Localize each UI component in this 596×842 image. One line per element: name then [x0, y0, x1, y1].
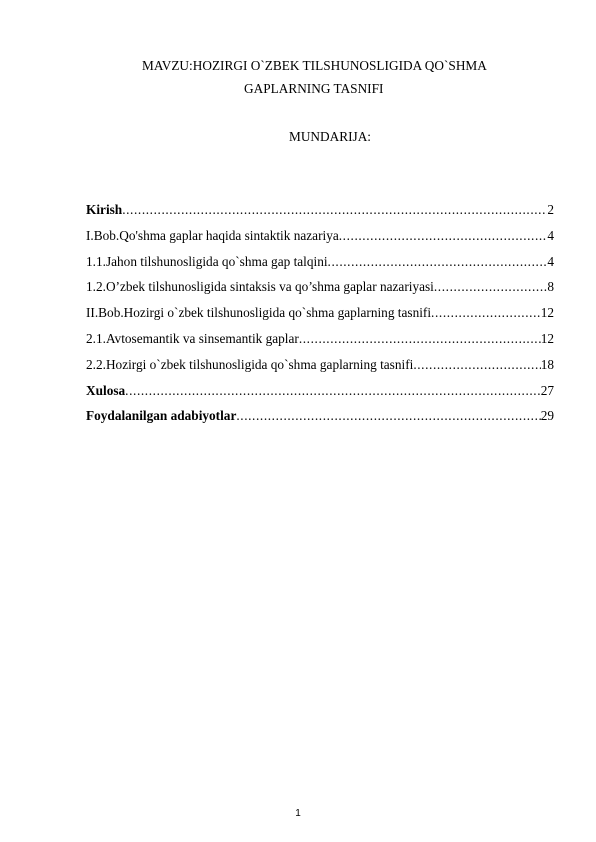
toc-entry-page: 18	[540, 356, 554, 372]
toc-entry-xulosa[interactable]	[86, 382, 554, 408]
toc-entry-label: 1.2.O’zbek tilshunosligida sintaksis va qo’shma gaplar nazariyasi	[86, 279, 434, 295]
toc-entry-section-1-1[interactable]	[86, 253, 554, 279]
toc-entry-label: Foydalanilgan adabiyotlar	[86, 408, 237, 424]
toc-entry-chapter-2[interactable]	[86, 304, 554, 330]
toc-entry-label: Xulosa	[86, 382, 126, 398]
document-title-line-1: MAVZU:HOZIRGI O`ZBEK TILSHUNOSLIGIDA QO`SHMA	[142, 58, 487, 73]
document-title-line-2: GAPLARNING TASNIFI	[244, 81, 384, 96]
toc-entry-label: 1.1.Jahon tilshunosligida qo`shma gap talqini	[86, 253, 328, 269]
toc-entry-page: 4	[547, 253, 554, 269]
toc-entry-label: Kirish	[86, 202, 123, 217]
toc-entry-adabiyotlar[interactable]	[86, 407, 554, 433]
toc-entry-section-2-1[interactable]	[86, 330, 554, 356]
toc-entry-label: 2.1.Avtosemantik va sinsemantik gaplar	[86, 330, 299, 346]
toc-entry-section-1-2[interactable]	[86, 278, 554, 304]
contents-heading: MUNDARIJA:	[289, 129, 372, 144]
toc-entry-label: I.Bob.Qo'shma gaplar haqida sintaktik nazariya	[86, 227, 339, 243]
toc-entry-page: 12	[540, 330, 554, 346]
toc-dot-leader	[339, 227, 548, 245]
toc-entry-page: 2	[547, 202, 554, 217]
toc-dot-leader	[434, 278, 547, 296]
toc-dot-leader	[328, 253, 548, 271]
toc-dot-leader	[125, 382, 541, 400]
toc-dot-leader	[413, 356, 540, 374]
toc-entry-label: II.Bob.Hozirgi o`zbek tilshunosligida qo`shma gaplarning tasnifi	[86, 305, 432, 321]
toc-entry-section-2-2[interactable]	[86, 356, 554, 382]
toc-dot-leader	[236, 407, 540, 425]
toc-dot-leader	[122, 201, 547, 219]
toc-entry-label: 2.2.Hozirgi o`zbek tilshunosligida qo`shma gaplarning tasnifi	[86, 356, 414, 372]
toc-entry-chapter-1[interactable]	[86, 227, 554, 253]
toc-entry-page: 29	[540, 408, 554, 424]
toc-dot-leader	[299, 330, 541, 348]
toc-entry-page: 8	[547, 279, 554, 295]
toc-dot-leader	[431, 304, 541, 322]
toc-entry-page: 12	[540, 305, 554, 321]
toc-entry-page: 27	[540, 382, 554, 398]
table-of-contents	[86, 201, 554, 433]
page-number: 1	[295, 808, 301, 819]
toc-entry-kirish[interactable]	[86, 201, 554, 227]
toc-entry-page: 4	[547, 227, 554, 243]
